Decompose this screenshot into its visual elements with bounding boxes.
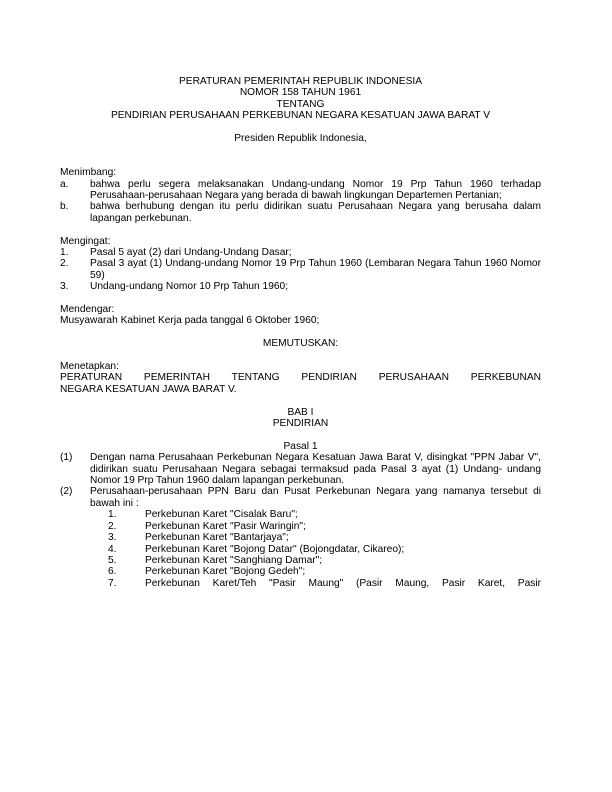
mendengar-label: Mendengar: [60, 304, 115, 316]
item-text: Perkebunan Karet "Bantarjaya"; [145, 532, 289, 544]
mengingat-item [60, 258, 541, 281]
item-marker: 6. [108, 566, 117, 578]
item-text: Perkebunan Karet "Cisalak Baru"; [145, 509, 298, 521]
plantation-list-item [108, 521, 541, 532]
item-text: bahwa perlu segera melaksanakan Undang-undang Nomor 19 Prp Tahun 1960 terhadap Perusahaan-perusahaan Negara yang berada di bawah lingkungan Departemen Pertanian; [90, 178, 541, 202]
item-marker: 7. [108, 577, 117, 589]
item-marker: 1. [60, 247, 69, 259]
pasal-1-title: Pasal 1 [283, 440, 318, 452]
president-line: Presiden Republik Indonesia, [234, 133, 367, 145]
item-text: Perkebunan Karet/Teh "Pasir Maung" (Pasir Maung, Pasir Karet, Pasir [145, 577, 541, 589]
plantation-list-item [108, 509, 541, 520]
menimbang-label: Menimbang: [60, 167, 117, 179]
item-text: Perkebunan Karet "Bojong Datar" (Bojongdatar, Cikareo); [145, 543, 405, 555]
plantation-list-item [108, 566, 541, 577]
menetapkan-label: Menetapkan: [60, 361, 119, 373]
item-text: Perkebunan Karet "Sanghiang Damar"; [145, 554, 323, 566]
mengingat-item [60, 247, 541, 258]
menetapkan-line-1: PERATURAN PEMERINTAH TENTANG PENDIRIAN PERUSAHAAN PERKEBUNAN [60, 372, 541, 384]
plantation-list-item [108, 578, 541, 589]
item-text: Dengan nama Perusahaan Perkebunan Negara Kesatuan Jawa Barat V, disingkat "PPN Jabar V", didirikan suatu Perusahaan Negara sebagai termaksud pada Pasal 3 ayat (1) Undang- undang Nomor 19 Prp Tahun 1960 dalam lapangan perkebunan. [90, 452, 541, 487]
item-marker: (2) [60, 486, 73, 498]
menimbang-item [60, 201, 541, 224]
mengingat-item [60, 281, 541, 292]
bab-number: BAB I [287, 406, 314, 418]
pasal-1-item [60, 486, 541, 509]
item-marker: 2. [60, 258, 69, 270]
title-line-4: PENDIRIAN PERUSAHAAN PERKEBUNAN NEGARA KESATUAN JAWA BARAT V [110, 110, 491, 122]
memutuskan-heading: MEMUTUSKAN: [262, 338, 339, 350]
plantation-list-item [108, 532, 541, 543]
title-line-2: NOMOR 158 TAHUN 1961 [239, 87, 362, 99]
item-marker: 1. [108, 509, 117, 521]
item-text: bahwa berhubung dengan itu perlu didirikan suatu Perusahaan Negara yang berusaha dalam lapangan perkebunan. [90, 201, 541, 224]
item-marker: 2. [108, 520, 117, 532]
title-line-3: TENTANG [276, 98, 325, 110]
item-text: Pasal 3 ayat (1) Undang-undang Nomor 19 Prp Tahun 1960 (Lembaran Negara Tahun 1960 Nomor 59) [90, 258, 541, 281]
item-marker: 4. [108, 543, 117, 555]
item-text: Undang-undang Nomor 10 Prp Tahun 1960; [90, 281, 289, 293]
item-text: Perkebunan Karet "Bojong Gedeh"; [145, 566, 306, 578]
pasal-1-item [60, 452, 541, 486]
mendengar-text: Musyawarah Kabinet Kerja pada tanggal 6 Oktober 1960; [60, 315, 320, 327]
item-text: Pasal 5 ayat (2) dari Undang-Undang Dasar; [90, 247, 292, 259]
item-text: Perkebunan Karet "Pasir Waringin"; [145, 520, 306, 532]
item-marker: 3. [108, 532, 117, 544]
plantation-list-item [108, 555, 541, 566]
item-marker: 3. [60, 281, 69, 293]
mengingat-label: Mengingat: [60, 235, 111, 247]
item-marker: a. [60, 178, 69, 190]
menimbang-item [60, 179, 541, 202]
title-line-1: PERATURAN PEMERINTAH REPUBLIK INDONESIA [178, 76, 423, 87]
item-text: Perusahaan-perusahaan PPN Baru dan Pusat Perkebunan Negara yang namanya tersebut di bawah ini : [90, 486, 541, 509]
item-marker: (1) [60, 452, 73, 464]
menetapkan-line-2: NEGARA KESATUAN JAWA BARAT V. [60, 383, 237, 395]
plantation-list-item [108, 544, 541, 555]
item-marker: b. [60, 201, 69, 213]
document-page [60, 76, 541, 589]
item-marker: 5. [108, 554, 117, 566]
bab-title: PENDIRIAN [272, 418, 329, 430]
